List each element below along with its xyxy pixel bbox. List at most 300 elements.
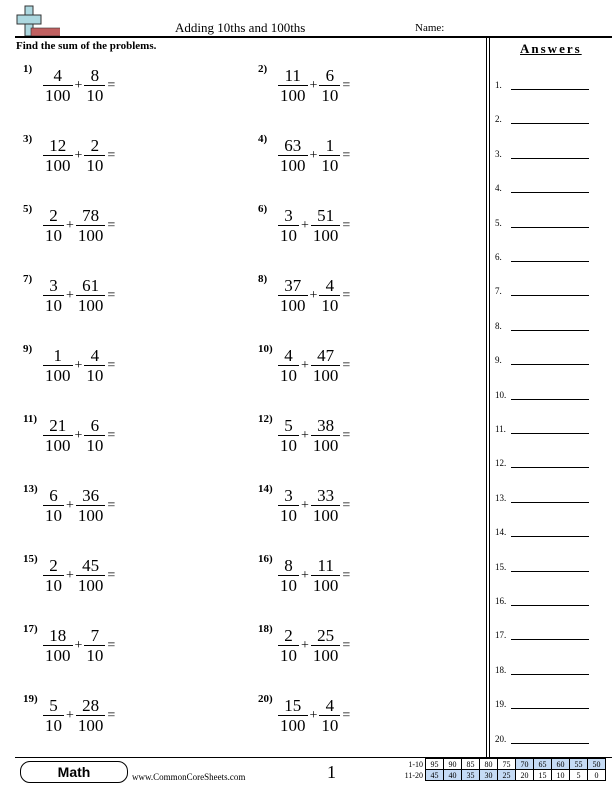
equals-sign: = xyxy=(107,568,116,583)
problem-number: 5) xyxy=(23,203,33,215)
problem-number: 13) xyxy=(23,483,38,495)
column-divider xyxy=(486,37,487,757)
header-divider xyxy=(15,36,612,38)
score-cell: 20 xyxy=(516,770,534,781)
denominator: 10 xyxy=(45,576,62,595)
denominator: 100 xyxy=(312,436,339,455)
score-cell: 10 xyxy=(552,770,570,781)
numerator: 38 xyxy=(317,416,335,435)
numerator: 28 xyxy=(82,696,100,715)
expression xyxy=(278,696,350,736)
denominator: 100 xyxy=(280,156,306,175)
denominator: 10 xyxy=(321,86,339,105)
answer-number: 17. xyxy=(495,630,507,641)
score-cell: 40 xyxy=(444,770,462,781)
problem-number: 6) xyxy=(258,203,268,215)
answer-number: 16. xyxy=(495,596,507,606)
numerator: 61 xyxy=(82,276,100,295)
numerator: 8 xyxy=(90,66,100,85)
numerator: 12 xyxy=(49,136,67,155)
score-cell: 45 xyxy=(426,770,444,781)
fraction xyxy=(84,346,105,386)
answer-number: 20. xyxy=(495,733,507,744)
plus-sign: + xyxy=(309,708,318,723)
problem-number: 8) xyxy=(258,273,268,285)
problem-number: 3) xyxy=(23,133,33,145)
plus-sign: + xyxy=(309,148,318,163)
denominator: 100 xyxy=(312,226,339,245)
answer-line[interactable] xyxy=(511,433,589,434)
fraction xyxy=(278,206,299,246)
expression xyxy=(278,486,350,526)
answer-line[interactable] xyxy=(511,708,589,709)
numerator: 5 xyxy=(284,416,293,435)
fraction xyxy=(319,276,340,316)
fraction xyxy=(43,66,73,106)
numerator: 25 xyxy=(317,626,335,645)
plus-sign: + xyxy=(301,428,309,443)
numerator: 6 xyxy=(49,486,58,505)
denominator: 100 xyxy=(312,576,339,595)
numerator: 18 xyxy=(49,626,67,645)
equals-sign: = xyxy=(342,358,351,373)
numerator: 1 xyxy=(325,136,335,155)
column-divider xyxy=(489,37,490,757)
denominator: 100 xyxy=(280,86,306,105)
equals-sign: = xyxy=(342,218,351,233)
denominator: 100 xyxy=(45,156,71,175)
expression xyxy=(43,276,115,316)
problem-number: 11) xyxy=(23,413,38,425)
fraction xyxy=(278,66,308,106)
expression xyxy=(43,136,115,176)
denominator: 10 xyxy=(86,86,104,105)
denominator: 100 xyxy=(45,646,71,665)
score-table xyxy=(395,758,606,781)
answer-slot xyxy=(495,493,595,503)
expression xyxy=(43,346,115,386)
numerator: 4 xyxy=(90,346,100,365)
answer-number: 3. xyxy=(495,148,502,159)
fraction xyxy=(84,136,105,176)
denominator: 100 xyxy=(312,506,339,525)
fraction xyxy=(311,486,341,526)
expression xyxy=(278,136,350,176)
problem xyxy=(258,203,478,263)
plus-logo-icon xyxy=(15,5,60,37)
fraction xyxy=(76,206,106,246)
equals-sign: = xyxy=(107,218,116,233)
denominator: 100 xyxy=(45,436,71,455)
numerator: 45 xyxy=(82,556,100,575)
numerator: 5 xyxy=(49,696,58,715)
numerator: 21 xyxy=(49,416,67,435)
answer-line[interactable] xyxy=(511,536,589,537)
answer-slot xyxy=(495,114,595,124)
site-url: www.CommonCoreSheets.com xyxy=(132,772,246,782)
denominator: 10 xyxy=(45,226,62,245)
expression xyxy=(43,556,115,596)
answer-slot xyxy=(495,218,595,228)
equals-sign: = xyxy=(107,358,116,373)
expression xyxy=(43,66,115,106)
fraction xyxy=(278,486,299,526)
answer-line[interactable] xyxy=(511,330,589,331)
numerator: 4 xyxy=(325,276,335,295)
answer-line[interactable] xyxy=(511,502,589,503)
score-row-label: 1-10 xyxy=(408,759,423,769)
worksheet-title: Adding 10ths and 100ths xyxy=(175,20,306,35)
fraction xyxy=(43,346,73,386)
score-cell: 70 xyxy=(516,759,534,770)
score-cell: 60 xyxy=(552,759,570,770)
answer-line[interactable] xyxy=(511,605,589,606)
answer-slot xyxy=(495,183,595,193)
problem-number: 17) xyxy=(23,623,38,635)
answer-line[interactable] xyxy=(511,192,589,193)
numerator: 4 xyxy=(325,696,335,715)
fraction xyxy=(278,696,308,736)
answer-slot xyxy=(495,149,595,159)
problem xyxy=(23,693,243,753)
expression xyxy=(278,206,350,246)
answer-line[interactable] xyxy=(511,227,589,228)
denominator: 10 xyxy=(45,716,62,735)
denominator: 10 xyxy=(86,366,104,385)
equals-sign: = xyxy=(107,288,116,303)
denominator: 100 xyxy=(280,296,306,315)
answer-line[interactable] xyxy=(511,399,589,400)
instructions: Find the sum of the problems. xyxy=(16,40,157,52)
plus-sign: + xyxy=(74,358,83,373)
plus-sign: + xyxy=(74,638,83,653)
fraction xyxy=(278,136,308,176)
answer-slot xyxy=(495,80,595,90)
numerator: 11 xyxy=(284,66,301,85)
denominator: 10 xyxy=(86,156,104,175)
answer-slot xyxy=(495,355,595,365)
plus-sign: + xyxy=(74,148,83,163)
numerator: 3 xyxy=(284,486,293,505)
denominator: 10 xyxy=(280,366,297,385)
denominator: 100 xyxy=(280,716,306,735)
score-cell: 75 xyxy=(498,759,516,770)
answer-line[interactable] xyxy=(511,743,589,744)
answer-number: 12. xyxy=(495,458,507,469)
answer-number: 13. xyxy=(495,492,507,503)
denominator: 100 xyxy=(45,366,71,385)
answer-number: 10. xyxy=(495,389,507,400)
score-cell: 30 xyxy=(480,770,498,781)
answer-slot xyxy=(495,596,595,606)
problem xyxy=(258,553,478,613)
expression xyxy=(43,626,115,666)
equals-sign: = xyxy=(342,638,351,653)
problem-number: 2) xyxy=(258,63,268,75)
denominator: 10 xyxy=(280,576,297,595)
numerator: 37 xyxy=(284,276,302,295)
score-cell: 35 xyxy=(462,770,480,781)
page-number: 1 xyxy=(327,762,336,782)
denominator: 100 xyxy=(77,226,104,245)
problem xyxy=(258,273,478,333)
numerator: 33 xyxy=(317,486,335,505)
numerator: 6 xyxy=(90,416,100,435)
answer-slot xyxy=(495,734,595,744)
fraction xyxy=(278,346,299,386)
problem xyxy=(23,133,243,193)
problem xyxy=(258,133,478,193)
denominator: 10 xyxy=(321,716,339,735)
score-cell: 50 xyxy=(588,759,606,770)
denominator: 10 xyxy=(321,296,339,315)
numerator: 2 xyxy=(284,626,293,645)
fraction xyxy=(76,486,106,526)
fraction xyxy=(76,556,106,596)
denominator: 10 xyxy=(45,506,62,525)
expression xyxy=(43,486,115,526)
answer-line[interactable] xyxy=(511,158,589,159)
problem xyxy=(23,413,243,473)
numerator: 4 xyxy=(284,346,293,365)
numerator: 1 xyxy=(53,346,62,365)
answer-line[interactable] xyxy=(511,571,589,572)
fraction xyxy=(76,276,106,316)
denominator: 100 xyxy=(77,576,104,595)
expression xyxy=(278,626,350,666)
answer-number: 2. xyxy=(495,114,502,125)
score-cell: 65 xyxy=(534,759,552,770)
numerator: 7 xyxy=(90,626,100,645)
answer-slot xyxy=(495,527,595,537)
plus-sign: + xyxy=(66,708,74,723)
problem xyxy=(23,483,243,543)
denominator: 100 xyxy=(77,716,104,735)
answers-title: Answers xyxy=(520,41,582,56)
denominator: 100 xyxy=(45,86,71,105)
answer-line[interactable] xyxy=(511,364,589,365)
subject-badge: Math xyxy=(20,761,128,783)
answer-line[interactable] xyxy=(511,123,589,124)
problem-number: 10) xyxy=(258,343,273,355)
problem-number: 20) xyxy=(258,693,273,705)
plus-sign: + xyxy=(309,288,318,303)
denominator: 100 xyxy=(312,646,339,665)
denominator: 10 xyxy=(280,506,297,525)
name-label: Name: xyxy=(415,22,445,34)
problem xyxy=(258,343,478,403)
score-cell: 80 xyxy=(480,759,498,770)
expression xyxy=(278,66,350,106)
denominator: 10 xyxy=(280,646,297,665)
equals-sign: = xyxy=(107,148,116,163)
problem xyxy=(23,63,243,123)
answer-slot xyxy=(495,458,595,468)
answer-slot xyxy=(495,630,595,640)
score-cell: 0 xyxy=(588,770,606,781)
fraction xyxy=(311,626,341,666)
fraction xyxy=(319,136,340,176)
answer-slot xyxy=(495,699,595,709)
equals-sign: = xyxy=(107,638,116,653)
equals-sign: = xyxy=(342,288,351,303)
denominator: 10 xyxy=(321,156,339,175)
score-row-label: 11-20 xyxy=(404,770,423,780)
answer-slot xyxy=(495,665,595,675)
fraction xyxy=(43,556,64,596)
plus-sign: + xyxy=(301,568,309,583)
denominator: 100 xyxy=(312,366,339,385)
numerator: 3 xyxy=(284,206,293,225)
equals-sign: = xyxy=(342,498,351,513)
problem xyxy=(258,483,478,543)
fraction xyxy=(319,66,340,106)
answer-number: 5. xyxy=(495,217,502,228)
equals-sign: = xyxy=(342,708,351,723)
answer-number: 8. xyxy=(495,320,502,331)
numerator: 36 xyxy=(82,486,100,505)
numerator: 78 xyxy=(82,206,100,225)
problem xyxy=(23,623,243,683)
answer-slot xyxy=(495,286,595,296)
fraction xyxy=(43,276,64,316)
fraction xyxy=(84,626,105,666)
numerator: 47 xyxy=(317,346,335,365)
fraction xyxy=(278,276,308,316)
score-cell: 55 xyxy=(570,759,588,770)
answer-number: 14. xyxy=(495,527,507,538)
answer-number: 6. xyxy=(495,252,502,262)
plus-sign: + xyxy=(301,358,309,373)
problem xyxy=(23,343,243,403)
problem-number: 7) xyxy=(23,273,33,285)
fraction xyxy=(311,346,341,386)
answer-number: 19. xyxy=(495,699,507,710)
expression xyxy=(43,416,115,456)
equals-sign: = xyxy=(342,148,351,163)
answer-number: 15. xyxy=(495,561,507,572)
answer-line[interactable] xyxy=(511,639,589,640)
problem xyxy=(258,63,478,123)
expression xyxy=(278,276,350,316)
denominator: 10 xyxy=(280,226,297,245)
fraction xyxy=(278,626,299,666)
numerator: 63 xyxy=(284,136,302,155)
numerator: 2 xyxy=(49,556,58,575)
fraction xyxy=(76,696,106,736)
answer-number: 11. xyxy=(495,424,506,434)
answer-line[interactable] xyxy=(511,467,589,468)
denominator: 10 xyxy=(280,436,297,455)
problem-number: 16) xyxy=(258,553,273,565)
fraction xyxy=(43,206,64,246)
fraction xyxy=(311,416,341,456)
problem-number: 4) xyxy=(258,133,268,145)
problem-number: 19) xyxy=(23,693,38,705)
problem xyxy=(258,623,478,683)
expression xyxy=(278,346,350,386)
denominator: 100 xyxy=(77,296,104,315)
denominator: 10 xyxy=(45,296,62,315)
problem-number: 9) xyxy=(23,343,33,355)
equals-sign: = xyxy=(107,498,116,513)
problem xyxy=(23,273,243,333)
plus-sign: + xyxy=(66,288,74,303)
plus-sign: + xyxy=(74,428,83,443)
denominator: 10 xyxy=(86,436,104,455)
expression xyxy=(278,416,350,456)
score-cell: 25 xyxy=(498,770,516,781)
answer-number: 7. xyxy=(495,286,502,297)
denominator: 100 xyxy=(77,506,104,525)
problem xyxy=(23,553,243,613)
score-cell: 5 xyxy=(570,770,588,781)
answer-slot xyxy=(495,562,595,572)
answer-line[interactable] xyxy=(511,674,589,675)
expression xyxy=(43,696,115,736)
fraction xyxy=(84,416,105,456)
problem-number: 18) xyxy=(258,623,273,635)
score-cell: 95 xyxy=(426,759,444,770)
answer-number: 9. xyxy=(495,355,502,366)
fraction xyxy=(43,486,64,526)
expression xyxy=(43,206,115,246)
score-row xyxy=(395,759,606,770)
fraction xyxy=(319,696,340,736)
answer-number: 4. xyxy=(495,183,502,194)
fraction xyxy=(43,136,73,176)
plus-sign: + xyxy=(74,78,83,93)
fraction xyxy=(43,416,73,456)
problem xyxy=(23,203,243,263)
fraction xyxy=(278,556,299,596)
plus-sign: + xyxy=(301,638,309,653)
score-cell: 85 xyxy=(462,759,480,770)
numerator: 8 xyxy=(284,556,293,575)
fraction xyxy=(311,206,341,246)
score-cell: 15 xyxy=(534,770,552,781)
answer-number: 18. xyxy=(495,664,507,675)
numerator: 51 xyxy=(317,206,335,225)
score-cell: 90 xyxy=(444,759,462,770)
plus-sign: + xyxy=(66,218,74,233)
numerator: 15 xyxy=(284,696,302,715)
plus-sign: + xyxy=(301,498,309,513)
answer-line[interactable] xyxy=(511,261,589,262)
plus-sign: + xyxy=(309,78,318,93)
problem-number: 14) xyxy=(258,483,273,495)
problem-number: 12) xyxy=(258,413,273,425)
fraction xyxy=(43,696,64,736)
numerator: 2 xyxy=(49,206,58,225)
plus-sign: + xyxy=(66,568,74,583)
equals-sign: = xyxy=(107,78,116,93)
answer-line[interactable] xyxy=(511,295,589,296)
answer-slot xyxy=(495,321,595,331)
equals-sign: = xyxy=(342,78,351,93)
equals-sign: = xyxy=(342,428,351,443)
equals-sign: = xyxy=(107,708,116,723)
problem-number: 15) xyxy=(23,553,38,565)
problem xyxy=(258,693,478,753)
answer-line[interactable] xyxy=(511,89,589,90)
answer-slot xyxy=(495,390,595,400)
plus-sign: + xyxy=(66,498,74,513)
numerator: 11 xyxy=(317,556,334,575)
answer-slot xyxy=(495,252,595,262)
fraction xyxy=(43,626,73,666)
fraction xyxy=(84,66,105,106)
